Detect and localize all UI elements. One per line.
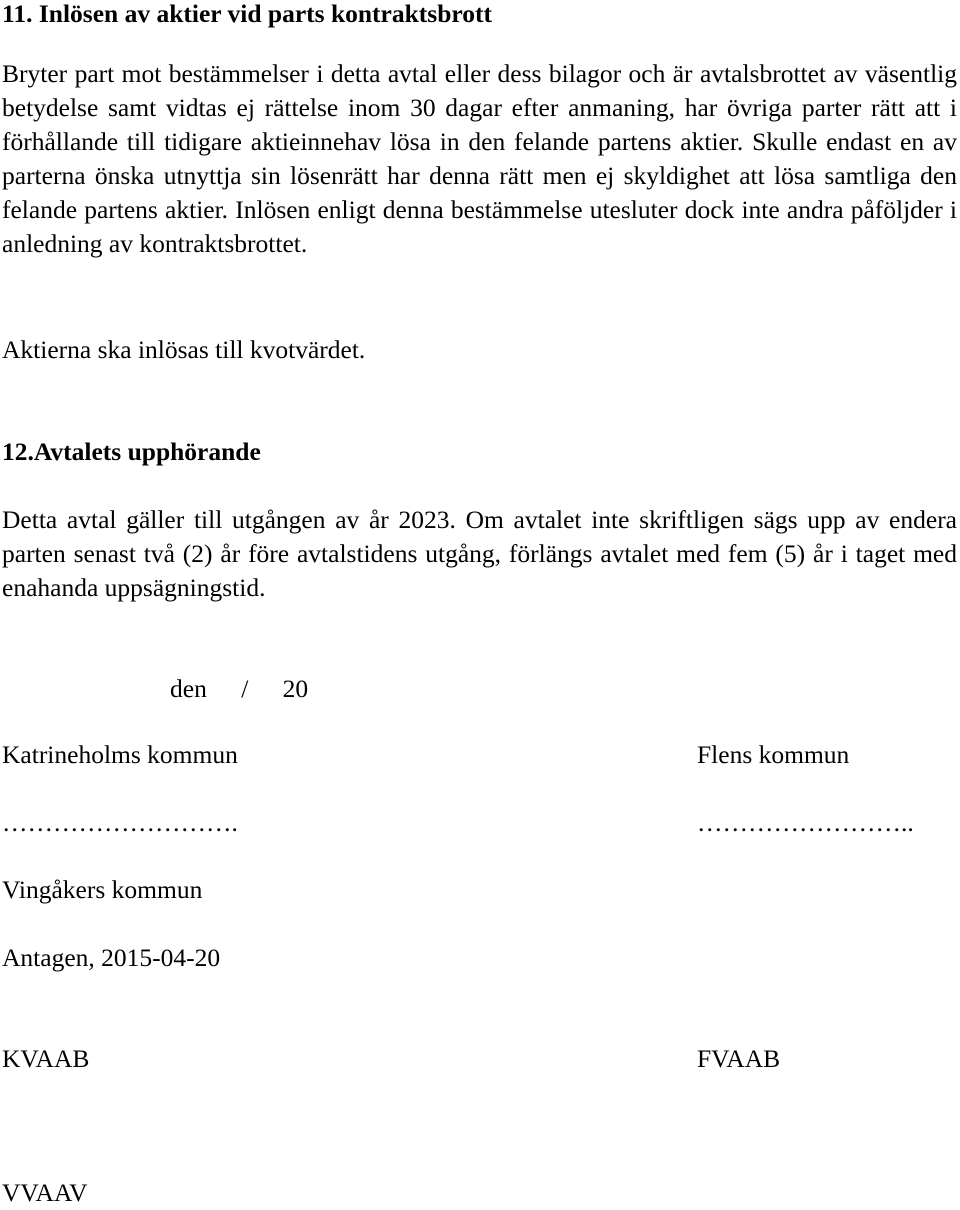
- company-vvaav: VVAAV: [2, 1178, 88, 1207]
- adopted-date: Antagen, 2015-04-20: [2, 943, 221, 972]
- section-12-heading: 12.Avtalets upphörande: [2, 437, 261, 466]
- section-11-paragraph-valuation: Aktierna ska inlösas till kvotvärdet.: [2, 335, 366, 364]
- date-line: den / 20: [170, 674, 309, 703]
- signature-dots-left: ……………………….: [2, 808, 238, 837]
- party-vingaker: Vingåkers kommun: [2, 875, 203, 904]
- party-katrineholm: Katrineholms kommun: [2, 740, 238, 769]
- company-fvaab: FVAAB: [697, 1044, 781, 1073]
- signature-dots-right: ……………………..: [697, 808, 914, 837]
- party-flen: Flens kommun: [697, 740, 850, 769]
- section-11-heading: 11. Inlösen av aktier vid parts kontraktsbrott: [2, 0, 492, 28]
- company-kvaab: KVAAB: [2, 1044, 90, 1073]
- section-11-paragraph: Bryter part mot bestämmelser i detta avtal eller dess bilagor och är avtalsbrottet av väsentlig betydelse samt vidtas ej rättelse inom 30 dagar efter anmaning, har övriga parter rätt att i förhållande till tidigare aktieinnehav lösa in den felande partens aktier. Skulle endast en av parterna önska utnyttja sin lösenrätt har denna rätt men ej skyldighet att lösa samtliga den felande partens aktier. Inlösen enligt denna bestämmelse utesluter dock inte andra påföljder i anledning av kontraktsbrottet.: [2, 59, 957, 258]
- section-12-paragraph: Detta avtal gäller till utgången av år 2023. Om avtalet inte skriftligen sägs upp av endera parten senast två (2) år före avtalstidens utgång, förlängs avtalet med fem (5) år i taget med enahanda uppsägningstid.: [2, 505, 957, 602]
